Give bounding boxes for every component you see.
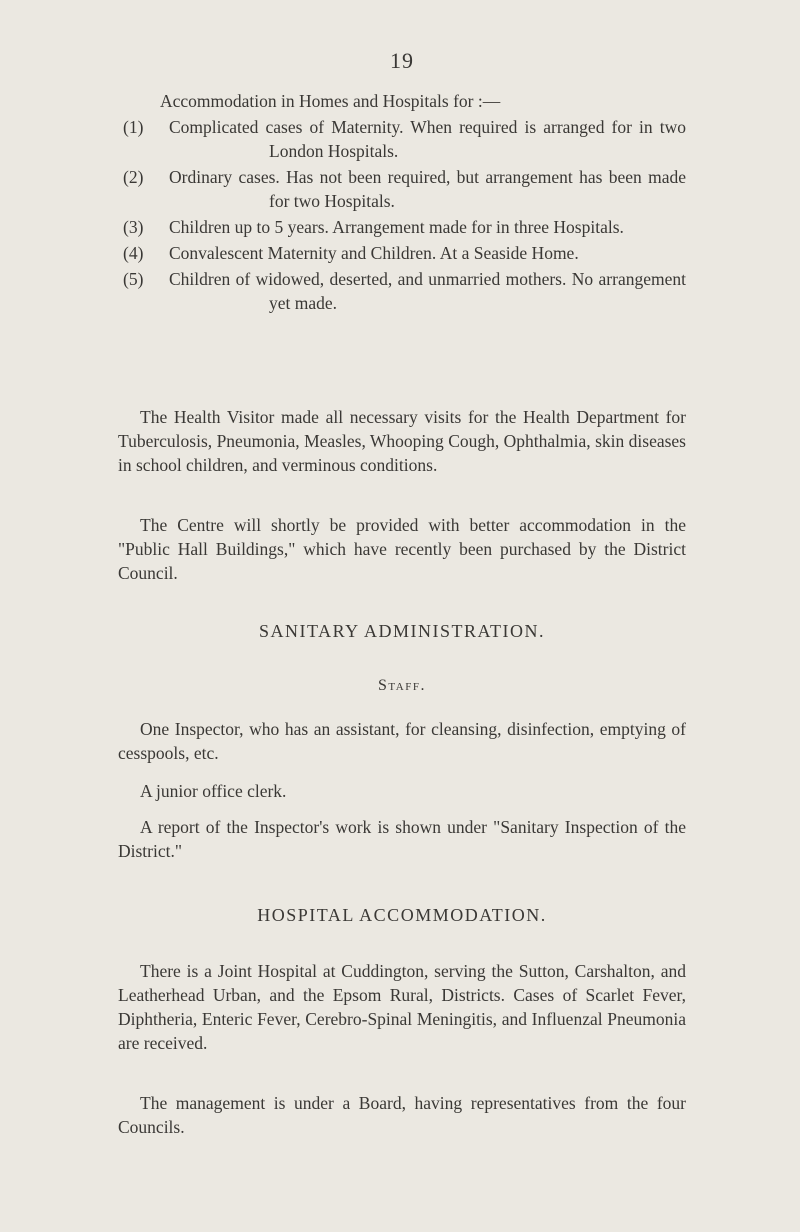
hospital-heading: HOSPITAL ACCOMMODATION. <box>257 905 547 925</box>
list-item <box>118 241 686 265</box>
list-item <box>118 267 686 315</box>
page-number: 19 <box>390 48 414 73</box>
accommodation-intro: Accommodation in Homes and Hospitals for :— <box>160 91 501 111</box>
centre-paragraph: The Centre will shortly be provided with better accommodation in the "Public Hall Buildings," which have recently been purchased by the District Council. <box>118 515 686 583</box>
accommodation-list <box>118 115 686 317</box>
list-item-number: (4) <box>123 243 144 263</box>
list-item-number: (5) <box>123 269 144 289</box>
joint-hospital-paragraph: There is a Joint Hospital at Cuddington, serving the Sutton, Carshalton, and Leatherhead Urban, and the Epsom Rural, Districts. Cases of Scarlet Fever, Diphtheria, Enteric Fever, Cerebro-Spinal Meningitis, and Influenzal Pneumonia are received. <box>118 961 686 1053</box>
health-visitor-paragraph: The Health Visitor made all necessary visits for the Health Department for Tuberculosis, Pneumonia, Measles, Whooping Cough, Ophthalmia, skin diseases in school children, and verminous conditions. <box>118 407 686 475</box>
list-item <box>118 115 686 163</box>
list-item-number: (3) <box>123 217 144 237</box>
list-item-number: (2) <box>123 167 144 187</box>
list-item <box>118 215 686 239</box>
list-item-text: Convalescent Maternity and Children. At a Seaside Home. <box>169 243 579 263</box>
clerk-paragraph: A junior office clerk. <box>140 781 287 801</box>
list-item-text: Ordinary cases. Has not been required, but arrangement has been made for two Hospitals. <box>169 167 686 211</box>
report-paragraph: A report of the Inspector's work is shown under "Sanitary Inspection of the District." <box>118 817 686 861</box>
list-item-text: Complicated cases of Maternity. When required is arranged for in two London Hospitals. <box>169 117 686 161</box>
staff-subheading: Staff. <box>378 677 426 694</box>
list-item-text: Children up to 5 years. Arrangement made for in three Hospitals. <box>169 217 624 237</box>
sanitary-heading: SANITARY ADMINISTRATION. <box>259 621 545 641</box>
management-paragraph: The management is under a Board, having representatives from the four Councils. <box>118 1093 686 1137</box>
list-item <box>118 165 686 213</box>
list-item-text: Children of widowed, deserted, and unmarried mothers. No arrangement yet made. <box>169 269 686 313</box>
list-item-number: (1) <box>123 117 144 137</box>
inspector-paragraph: One Inspector, who has an assistant, for cleansing, disinfection, emptying of cesspools, etc. <box>118 719 686 763</box>
